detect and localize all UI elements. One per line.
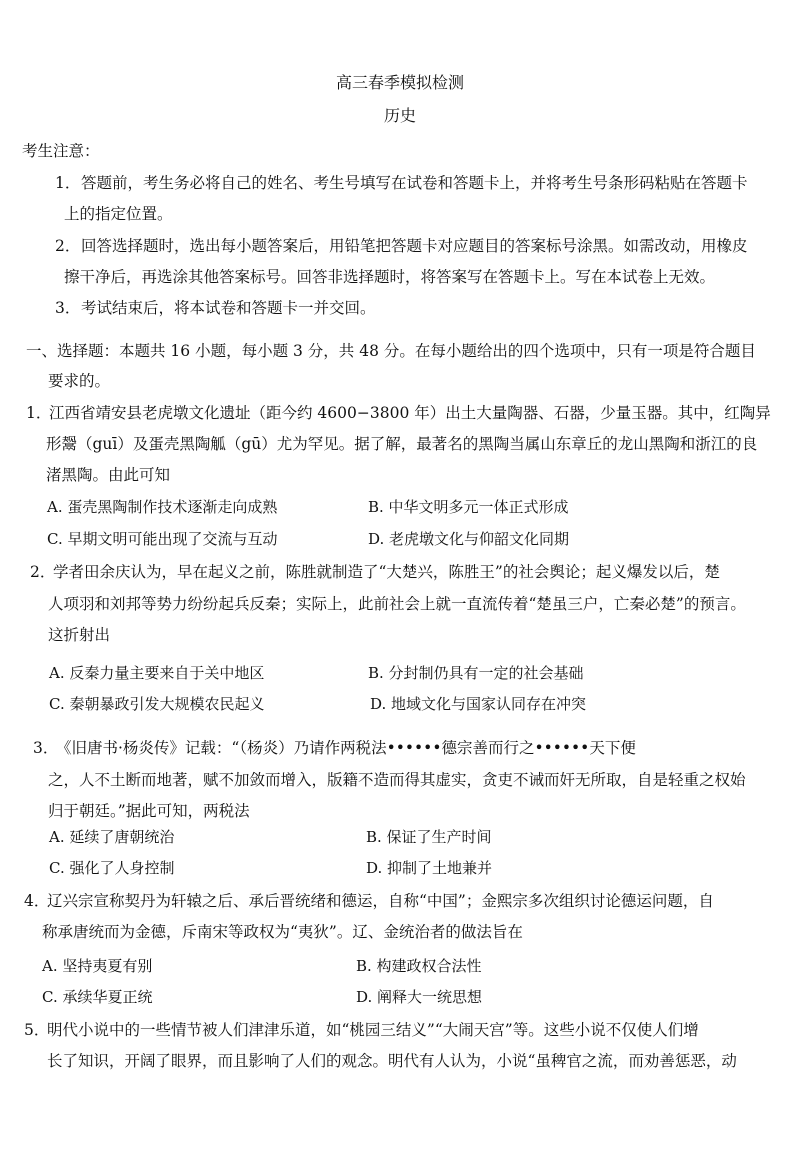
answer-option: C. 强化了人身控制 — [49, 859, 175, 877]
question-number: 1． — [26, 404, 52, 422]
question-text: 人项羽和刘邦等势力纷纷起兵反秦；实际上，此前社会上就一直流传着“楚虽三户，亡秦必楚”的预言。 — [48, 595, 746, 613]
answer-option: A. 延续了唐朝统治 — [49, 828, 175, 846]
question-text: 明代小说中的一些情节被人们津津乐道，如“桃园三结义”“大闹天宫”等。这些小说不仅使人们增 — [47, 1021, 699, 1039]
notice-item-text: 答题前，考生务必将自己的姓名、考生号填写在试卷和答题卡上，并将考生号条形码粘贴在答题卡 — [81, 174, 748, 192]
answer-option: B. 保证了生产时间 — [366, 828, 492, 846]
question-text: 学者田余庆认为，早在起义之前，陈胜就制造了“大楚兴，陈胜王”的社会舆论；起义爆发以后，楚 — [53, 563, 720, 581]
answer-option: D. 老虎墩文化与仰韶文化同期 — [368, 530, 570, 548]
question-number: 2． — [30, 563, 56, 581]
answer-option: A. 反秦力量主要来自于关中地区 — [49, 664, 265, 682]
question-text: 形鬶（guī）及蛋壳黑陶觚（gū）尤为罕见。据了解，最著名的黑陶当属山东章丘的龙山黑陶和浙江的良 — [46, 435, 758, 453]
answer-option: B. 分封制仍具有一定的社会基础 — [368, 664, 584, 682]
answer-option: A. 蛋壳黑陶制作技术逐渐走向成熟 — [47, 498, 278, 516]
question-text: 江西省靖安县老虎墩文化遗址（距今约 4600−3800 年）出土大量陶器、石器，少量玉器。其中，红陶异 — [49, 404, 771, 422]
notice-item-number: 1． — [55, 174, 81, 192]
question-text: 之，人不土断而地著，赋不加敛而增入，版籍不造而得其虚实，贪吏不诫而奸无所取，自是轻重之权始 — [48, 771, 746, 789]
section-heading: 一、选择题：本题共 16 小题，每小题 3 分，共 48 分。在每小题给出的四个选项中，只有一项是符合题目 — [26, 342, 756, 360]
answer-option: D. 抑制了土地兼并 — [366, 859, 493, 877]
answer-option: D. 阐释大一统思想 — [356, 988, 483, 1006]
question-text: 这折射出 — [48, 626, 111, 644]
question-text: 称承唐统而为金德，斥南宋等政权为“夷狄”。辽、金统治者的做法旨在 — [42, 923, 523, 941]
question-text: 长了知识，开阔了眼界，而且影响了人们的观念。明代有人认为，小说“虽稗官之流，而劝善惩恶，动 — [47, 1052, 737, 1070]
subject-title: 历史 — [383, 106, 416, 125]
notice-item-text: 回答选择题时，选出每小题答案后，用铅笔把答题卡对应题目的答案标号涂黑。如需改动，用橡皮 — [81, 237, 748, 255]
notice-item-number: 3． — [55, 299, 81, 317]
answer-option: C. 秦朝暴政引发大规模农民起义 — [49, 695, 265, 713]
notice-item-number: 2． — [55, 237, 81, 255]
notice-item-text: 上的指定位置。 — [64, 205, 173, 223]
notice-item-text: 考试结束后，将本试卷和答题卡一并交回。 — [81, 299, 376, 317]
question-number: 4． — [24, 892, 50, 910]
question-number: 5． — [24, 1021, 50, 1039]
exam-title: 高三春季模拟检测 — [335, 73, 464, 92]
question-number: 3． — [33, 739, 59, 757]
question-text: 归于朝廷。”据此可知，两税法 — [48, 802, 250, 820]
notice-item-text: 擦干净后，再选涂其他答案标号。回答非选择题时，将答案写在答题卡上。写在本试卷上无效。 — [64, 268, 716, 286]
question-text: 《旧唐书·杨炎传》记载：“（杨炎）乃请作两税法••••••德宗善而行之••••••天下便 — [56, 739, 636, 757]
answer-option: B. 构建政权合法性 — [356, 957, 482, 975]
notice-heading: 考生注意： — [22, 142, 100, 160]
answer-option: C. 早期文明可能出现了交流与互动 — [47, 530, 278, 548]
question-text: 辽兴宗宣称契丹为轩辕之后、承后晋统绪和德运，自称“中国”；金熙宗多次组织讨论德运问题，自 — [47, 892, 714, 910]
question-text: 渚黑陶。由此可知 — [46, 466, 171, 484]
answer-option: C. 承续华夏正统 — [42, 988, 153, 1006]
answer-option: A. 坚持夷夏有别 — [42, 957, 153, 975]
answer-option: B. 中华文明多元一体正式形成 — [368, 498, 569, 516]
section-heading: 要求的。 — [48, 372, 111, 390]
answer-option: D. 地域文化与国家认同存在冲突 — [370, 695, 587, 713]
